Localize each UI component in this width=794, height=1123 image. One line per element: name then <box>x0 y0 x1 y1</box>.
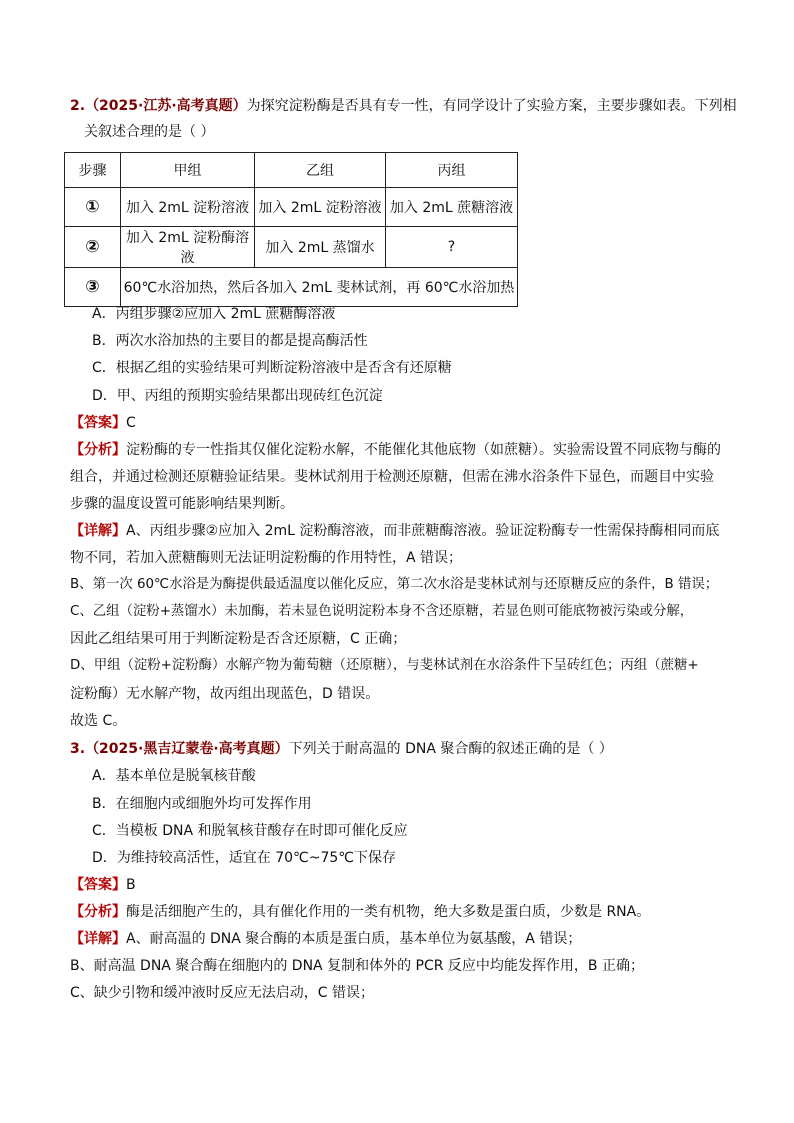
q3-detail-line3: C、缺少引物和缓冲液时反应无法启动，C 错误； <box>70 985 374 1001</box>
answer-label: 【答案】 <box>70 877 126 893</box>
q2-answer <box>70 413 136 433</box>
q3-analysis <box>70 902 650 922</box>
detail-text: A、耐高温的 DNA 聚合酶的本质是蛋白质，基本单位为氨基酸，A 错误； <box>126 931 582 947</box>
answer-label: 【答案】 <box>70 415 126 431</box>
table-header-row <box>65 153 518 188</box>
table-cell: 加入 2mL 淀粉溶液 <box>121 188 255 227</box>
detail-text: A、丙组步骤②应加入 2mL 淀粉酶溶液，而非蔗糖酶溶液。验证淀粉酶专一性需保持酶相同而底 <box>126 523 720 539</box>
answer-value: B <box>126 877 136 893</box>
analysis-text: 酶是活细胞产生的，具有催化作用的一类有机物，绝大多数是蛋白质，少数是 RNA。 <box>126 904 651 920</box>
table-cell: 加入 2mL 蒸馏水 <box>255 227 386 268</box>
q2-stem-line1 <box>70 96 737 116</box>
table-header-cell: 甲组 <box>121 153 255 188</box>
analysis-label: 【分析】 <box>70 442 126 458</box>
q3-option-c: C．当模板 DNA 和脱氧核苷酸存在时即可催化反应 <box>92 823 408 839</box>
q2-stem-text: 为探究淀粉酶是否具有专一性，有同学设计了实验方案，主要步骤如表。下列相 <box>246 98 737 114</box>
table-cell: 加入 2mL 淀粉溶液 <box>255 188 386 227</box>
q2-option-a: A．丙组步骤②应加入 2mL 蔗糖酶溶液 <box>92 306 336 322</box>
table-header-cell: 乙组 <box>255 153 386 188</box>
q3-stem <box>70 739 613 759</box>
q3-source: （2025·黑吉辽蒙卷·高考真题） <box>85 741 289 757</box>
table-row <box>65 227 518 268</box>
q2-option-d: D．甲、丙组的预期实验结果都出现砖红色沉淀 <box>92 388 383 404</box>
q2-detail-line5: 因此乙组结果可用于判断淀粉是否含还原糖，C 正确； <box>70 631 407 647</box>
q2-detail-line2: 物不同，若加入蔗糖酶则无法证明淀粉酶的作用特性，A 错误； <box>70 550 463 566</box>
q3-number: 3. <box>70 741 86 757</box>
q3-option-d: D．为维持较高活性，适宜在 70℃~75℃下保存 <box>92 850 397 866</box>
detail-label: 【详解】 <box>70 931 126 947</box>
answer-value: C <box>126 415 136 431</box>
q3-answer <box>70 875 136 895</box>
table-header-cell: 步骤 <box>65 153 121 188</box>
q3-option-a: A．基本单位是脱氧核苷酸 <box>92 768 256 784</box>
q2-analysis-line2: 组合，并通过检测还原糖验证结果。斐林试剂用于检测还原糖，但需在沸水浴条件下显色，而题目中实验 <box>70 469 714 485</box>
table-row <box>65 268 518 307</box>
table-cell: ① <box>65 188 121 227</box>
q2-detail-line7: 淀粉酶）无水解产物，故丙组出现蓝色，D 错误。 <box>70 686 380 702</box>
q2-detail-line6: D、甲组（淀粉+淀粉酶）水解产物为葡萄糖（还原糖），与斐林试剂在水浴条件下呈砖红色；丙组（蔗糖+ <box>70 658 699 673</box>
q2-option-c: C．根据乙组的实验结果可判断淀粉溶液中是否含有还原糖 <box>92 360 452 376</box>
q3-detail-line2: B、耐高温 DNA 聚合酶在细胞内的 DNA 复制和体外的 PCR 反应中均能发挥作用，B 正确； <box>70 958 644 974</box>
q2-analysis-line1 <box>70 440 721 460</box>
q2-detail-line1 <box>70 521 719 541</box>
q2-conclusion: 故选 C。 <box>70 713 127 729</box>
table-cell-merged: 60℃水浴加热，然后各加入 2mL 斐林试剂，再 60℃水浴加热 <box>121 268 518 307</box>
analysis-label: 【分析】 <box>70 904 126 920</box>
q2-steps-table <box>64 152 518 307</box>
q2-stem-line2: 关叙述合理的是（ ） <box>84 124 215 140</box>
table-cell: 加入 2mL 淀粉酶溶液 <box>121 227 255 268</box>
detail-label: 【详解】 <box>70 523 126 539</box>
q2-option-b: B．两次水浴加热的主要目的都是提高酶活性 <box>92 333 368 349</box>
analysis-text: 淀粉酶的专一性指其仅催化淀粉水解，不能催化其他底物（如蔗糖）。实验需设置不同底物与酶的 <box>126 442 721 458</box>
q3-option-b: B．在细胞内或细胞外均可发挥作用 <box>92 796 312 812</box>
q3-stem-text: 下列关于耐高温的 DNA 聚合酶的叙述正确的是（ ） <box>288 741 613 757</box>
table-cell: ? <box>386 227 518 268</box>
table-cell: ② <box>65 227 121 268</box>
table-header-cell: 丙组 <box>386 153 518 188</box>
table-cell: ③ <box>65 268 121 307</box>
table-cell: 加入 2mL 蔗糖溶液 <box>386 188 518 227</box>
q2-source: （2025·江苏·高考真题） <box>85 98 247 114</box>
q2-analysis-line3: 步骤的温度设置可能影响结果判断。 <box>70 496 294 512</box>
q2-number: 2. <box>70 98 86 114</box>
q2-detail-line3: B、第一次 60℃水浴是为酶提供最适温度以催化反应，第二次水浴是斐林试剂与还原糖反应的条件，B 错误； <box>70 577 719 592</box>
q3-detail-line1 <box>70 929 581 949</box>
table-row <box>65 188 518 227</box>
q2-detail-line4: C、乙组（淀粉+蒸馏水）未加酶，若未显色说明淀粉本身不含还原糖，若显色则可能底物被污染或分解， <box>70 604 694 619</box>
